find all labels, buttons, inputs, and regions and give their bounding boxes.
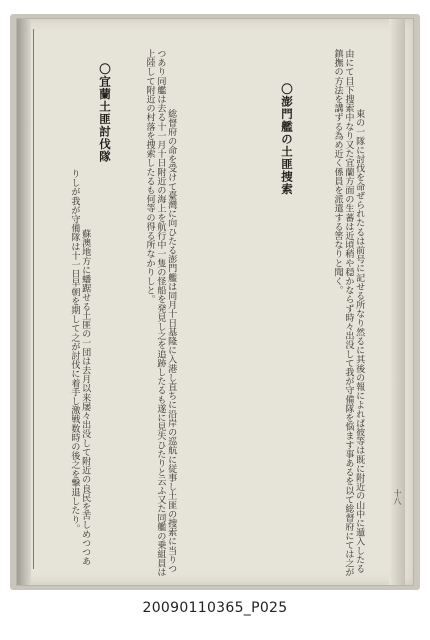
page-number-text: 十八 (393, 489, 402, 505)
body-text-right-2: 蘇澳地方に蟠踞せる土匪の一団は去月以来屡々出没して附近の良民を苦しめつつありしが我が守備隊は十一日早朝を期して之が討伐に着手し激戦数時の後之を撃退したり。 (69, 169, 91, 566)
right-column-continuation (41, 169, 101, 569)
headline-right-text: 〇宜蘭土匪討伐隊 (98, 63, 112, 163)
catalog-id-text: 20090110365_P025 (142, 600, 288, 616)
body-text-right: 東の一隊に討伐を命ぜられたるは前号に記せる所なり然るに其後の報によれば彼等は既に附近の山中に遁入したる由にて目下搜索中なり又た宜蘭方面の生蕃は近頃稍や穏かならず時々出没して我が守備隊を悩ます事あるを以て総督府にては之が鎮撫の方法を講ずる為め近く係員を派遣する筈なりと聞く。 (332, 49, 365, 577)
catalog-id-caption (0, 600, 430, 616)
body-text-left: 総督府の命を受けて臺灣に向ひたる澎門艦は同月十日基隆に入港し直ちに沿岸の巡航に従事し土匪の捜索に当りつつあり同艦は去る十一月十日附近の海上を航行中一隻の怪船を発見し之を追跡したるも遂に見失ひたりと云ふ又た同艦の乗組員は上陸して附近の村落を捜索したるも何等の得る所なかりしと。 (144, 49, 177, 577)
headline-left-text: 〇澎門艦の土匪捜索 (280, 83, 294, 196)
page-number (392, 489, 403, 505)
headline-left (279, 83, 295, 196)
scanned-sheet (10, 14, 420, 590)
document-page (16, 18, 414, 586)
